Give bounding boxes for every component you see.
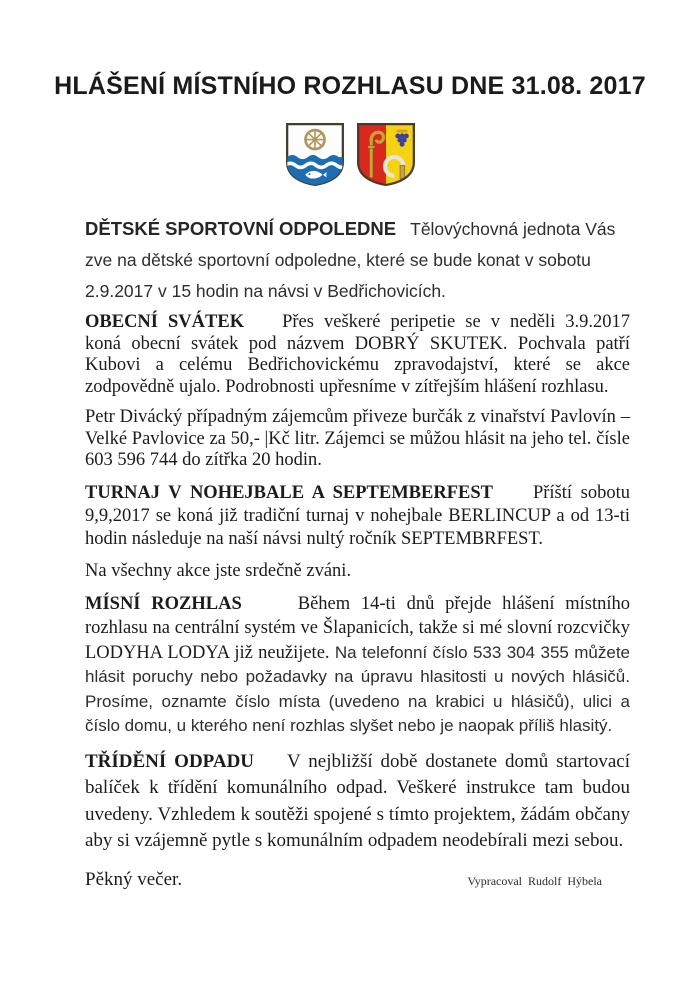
section-trideni-odpadu xyxy=(85,749,630,855)
section-heading: TURNAJ V NOHEJBALE A SEPTEMBERFEST xyxy=(85,482,493,503)
document-footer xyxy=(85,869,630,891)
section-heading: DĚTSKÉ SPORTOVNÍ ODPOLEDNE xyxy=(85,218,397,239)
section-text: Na všechny akce jste srdečně zváni. xyxy=(85,560,352,581)
section-text: V nejbližší době dostanete domů startovací balíček k třídění komunálního odpad. Veškeré instrukce tam budou uvedeny. Vzhledem k soutěži spojené s tímto projektem, žádám občany aby si vzájemně pytle s komunálním odpadem neodebírali mezi sebou. xyxy=(85,750,630,851)
coat-of-arms-right xyxy=(354,121,418,187)
section-text: Tělovýchovná jednota Vás zve na dětské sportovní odpoledne, které se bude konat v sobotu 2.9.2017 v 15 hodin na návsi v Bedřichovicích. xyxy=(85,219,616,301)
closing-text: Pěkný večer. xyxy=(85,868,183,890)
wagon-wheel-icon xyxy=(305,130,324,149)
section-text: Petr Divácký případným zájemcům přiveze burčák z vinařství Pavlovín – Velké Pavlovice za 50,- |Kč litr. Zájemci se můžou hlásit na jeho tel. čísle 603 596 744 do zítřka 20 hodin. xyxy=(85,407,630,470)
section-heading: OBECNÍ SVÁTEK xyxy=(85,312,245,332)
section-detske-sportovni-odpoledne xyxy=(85,213,630,307)
waves-icon xyxy=(285,155,347,185)
section-heading: TŘÍDĚNÍ ODPADU xyxy=(85,750,255,772)
document-title: HLÁŠENÍ MÍSTNÍHO ROZHLASU DNE 31.08. 2017 xyxy=(54,72,646,100)
section-burcak xyxy=(85,407,630,472)
coat-of-arms-row xyxy=(0,121,700,187)
section-obecni-svatek xyxy=(85,312,630,398)
section-text: Přes veškeré peripetie se v neděli 3.9.2017 koná obecní svátek pod názvem DOBRÝ SKUTEK. Pochvala patří Kubovi a celému Bedřichovickému zpravodajství, které se akce zodpovědně ujalo. Podrobnosti upřesníme v zítřejším hlášení rozhlasu. xyxy=(85,312,630,397)
section-text-serif: Během 14-ti dnů přejde hlášení místního rozhlasu na centrální systém ve Šlapanicích, takže si mé slovní rozcvičky LODYHA LODYA již neužijete. xyxy=(85,593,630,663)
section-pozvanka xyxy=(85,560,630,583)
author-credit: Vypracoval Rudolf Hýbela xyxy=(467,873,602,888)
section-mistni-rozhlas xyxy=(85,592,630,739)
section-heading: MÍSNÍ ROZHLAS xyxy=(85,593,242,614)
section-turnaj-nohejbal xyxy=(85,482,630,551)
coat-of-arms-left xyxy=(283,121,347,187)
section-text: Příští sobotu 9,9,2017 se koná již tradiční turnaj v nohejbale BERLINCUP a od 13-ti hodin následuje na naší návsi nultý ročník SEPTEMBRFEST. xyxy=(85,482,630,549)
document-body xyxy=(85,213,630,891)
section-text-sans: Na telefonní číslo 533 304 355 můžete hlásit poruchy nebo požadavky na úpravu hlasitosti u nových hlásičů. Prosíme, oznamte číslo místa (uvedeno na krabici u hlásičů), ulici a číslo domu, u kterého není rozhlas slyšet nebo je naopak příliš hlasitý. xyxy=(85,642,631,735)
